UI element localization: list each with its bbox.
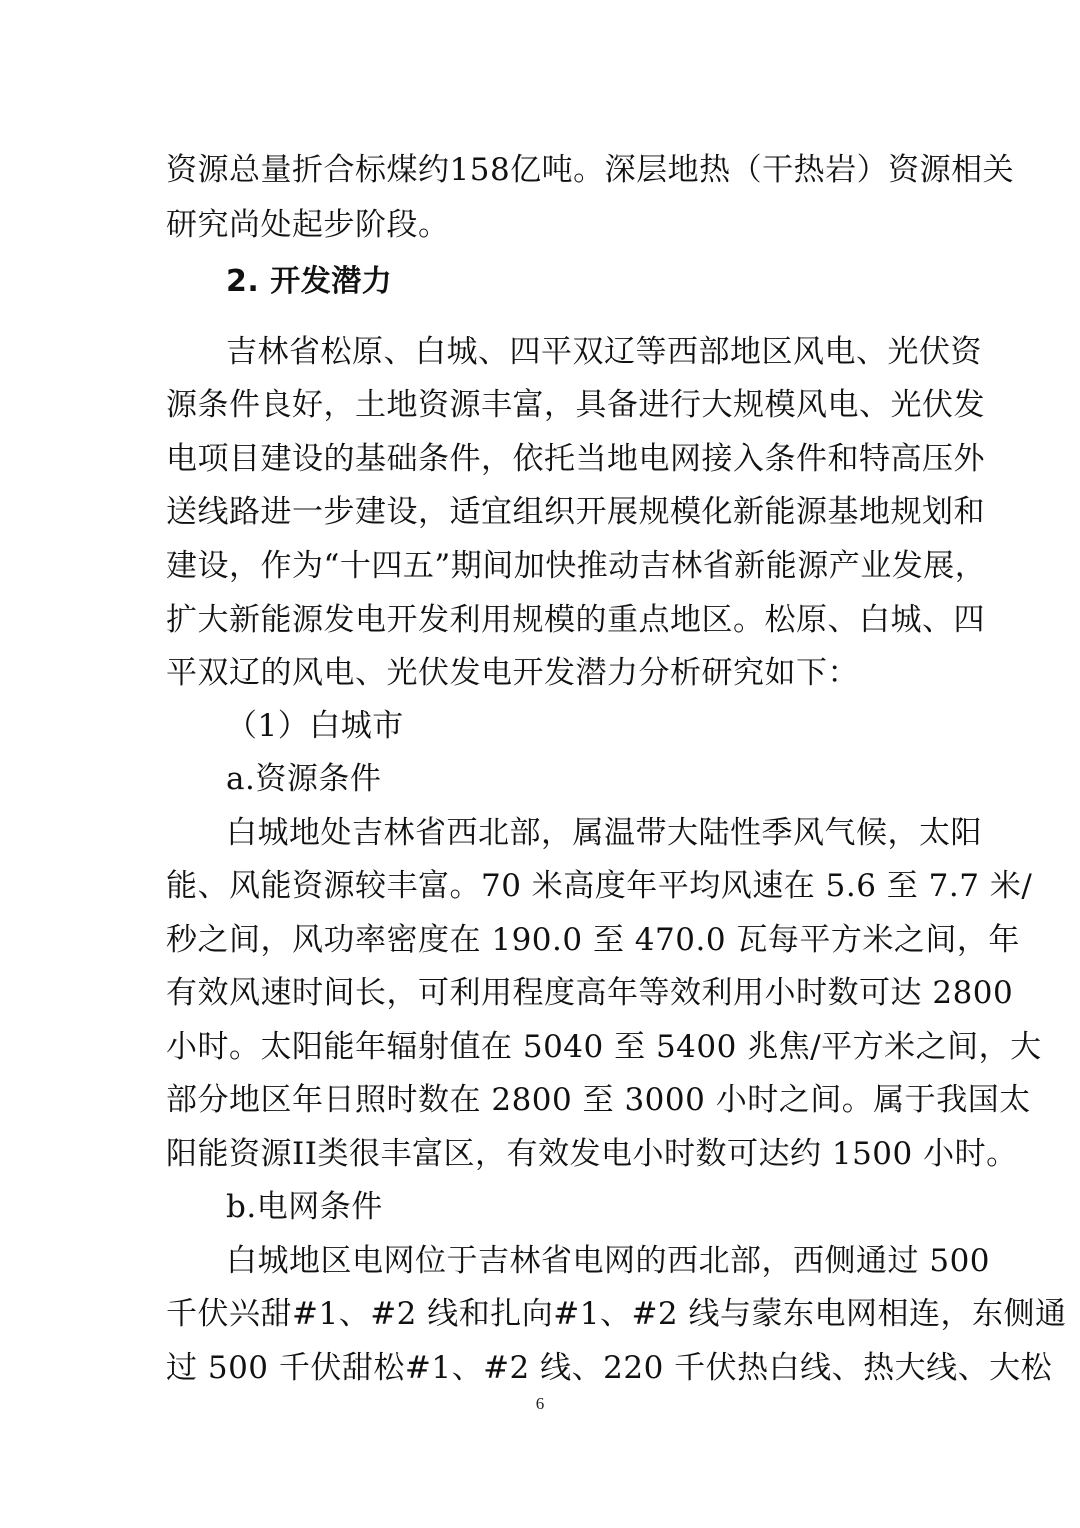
body-text-line: 部分地区年日照时数在 2800 至 3000 小时之间。属于我国太 <box>166 1082 1031 1118</box>
item-heading: b.电网条件 <box>226 1189 383 1225</box>
body-text-line: 秒之间，风功率密度在 190.0 至 470.0 瓦每平方米之间，年 <box>166 922 1020 958</box>
body-text-line: 过 500 千伏甜松#1、#2 线、220 千伏热白线、热大线、大松 <box>166 1350 1053 1386</box>
item-heading: a.资源条件 <box>226 761 382 797</box>
body-text-line: 源条件良好，土地资源丰富，具备进行大规模风电、光伏发 <box>166 387 985 423</box>
subsection-heading: （1）白城市 <box>226 708 404 744</box>
body-text-line: 白城地处吉林省西北部，属温带大陆性季风气候，太阳 <box>226 815 982 851</box>
body-text-line: 平双辽的风电、光伏发电开发潜力分析研究如下： <box>166 655 859 691</box>
body-text-line: 千伏兴甜#1、#2 线和扎向#1、#2 线与蒙东电网相连，东侧通 <box>166 1296 1067 1332</box>
body-text-line: 阳能资源II类很丰富区，有效发电小时数可达约 1500 小时。 <box>166 1136 1018 1172</box>
body-text-line: 有效风速时间长，可利用程度高年等效利用小时数可达 2800 <box>166 975 1014 1011</box>
body-text-line: 扩大新能源发电开发利用规模的重点地区。松原、白城、四 <box>166 602 985 638</box>
body-text-line: 吉林省松原、白城、四平双辽等西部地区风电、光伏资 <box>226 334 982 370</box>
body-text-line: 研究尚处起步阶段。 <box>166 207 450 243</box>
body-text-line: 小时。太阳能年辐射值在 5040 至 5400 兆焦/平方米之间，大 <box>166 1029 1042 1065</box>
body-text-line: 白城地区电网位于吉林省电网的西北部，西侧通过 500 <box>226 1243 991 1279</box>
body-text-line: 送线路进一步建设，适宜组织开展规模化新能源基地规划和 <box>166 494 985 530</box>
body-text-line: 资源总量折合标煤约158亿吨。深层地热（干热岩）资源相关 <box>166 152 1015 188</box>
body-text-line: 建设，作为“十四五”期间加快推动吉林省新能源产业发展， <box>166 548 987 584</box>
page-number: 6 <box>535 1394 545 1413</box>
section-heading: 2. 开发潜力 <box>226 264 393 299</box>
body-text-line: 能、风能资源较丰富。70 米高度年平均风速在 5.6 至 7.7 米/ <box>166 868 1033 904</box>
body-text-line: 电项目建设的基础条件，依托当地电网接入条件和特高压外 <box>166 441 985 477</box>
